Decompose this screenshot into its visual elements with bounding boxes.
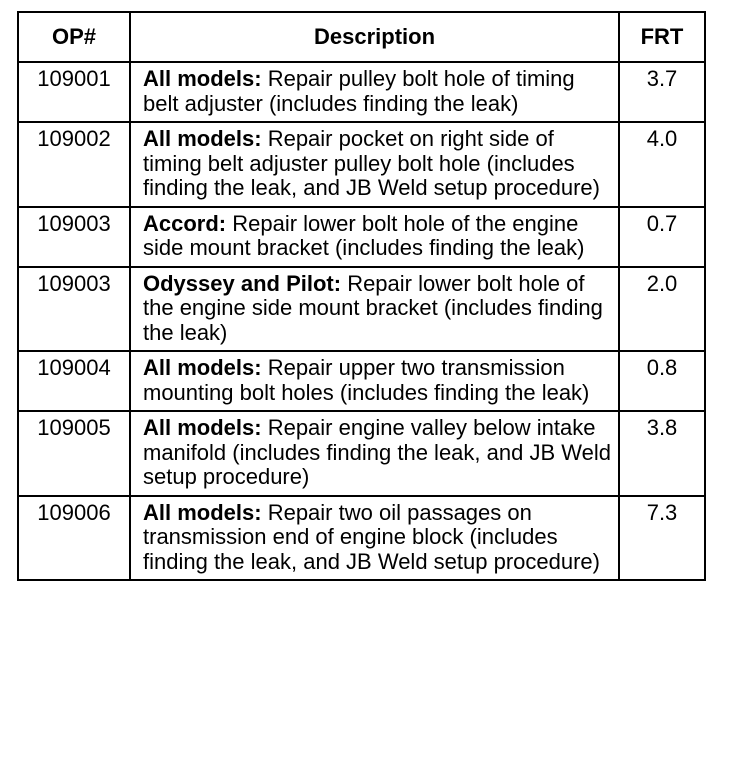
- description-cell: [130, 351, 619, 411]
- table-body: [18, 62, 705, 580]
- model-label: All models:: [143, 355, 262, 380]
- model-label: All models:: [143, 415, 262, 440]
- description-text: Repair two oil passages on transmission end of engine block (includes finding the leak, and JB Weld setup procedure): [143, 499, 600, 574]
- table-header: [18, 12, 705, 62]
- description-cell: [130, 122, 619, 207]
- frt-cell: 4.0: [619, 122, 705, 207]
- header-row: [18, 12, 705, 62]
- op-number-cell: 109004: [18, 351, 130, 411]
- op-number-header: OP#: [18, 12, 130, 62]
- op-number-cell: 109001: [18, 62, 130, 122]
- description-cell: [130, 496, 619, 581]
- model-label: All models:: [143, 66, 262, 91]
- description-text: Repair upper two transmission mounting bolt holes (includes finding the leak): [143, 355, 590, 405]
- description-header: Description: [130, 12, 619, 62]
- table-row: [18, 122, 705, 207]
- table-row: [18, 267, 705, 352]
- description-text: Repair engine valley below intake manifold (includes finding the leak, and JB Weld setup procedure): [143, 415, 611, 489]
- table-row: [18, 207, 705, 267]
- op-number-cell: 109006: [18, 496, 130, 581]
- model-label: All models:: [143, 499, 262, 525]
- frt-cell: 3.8: [619, 411, 705, 496]
- labor-operations-table: [17, 11, 706, 581]
- frt-cell: 0.7: [619, 207, 705, 267]
- description-text: Repair lower bolt hole of the engine side mount bracket (includes finding the leak): [143, 270, 603, 345]
- description-cell: [130, 207, 619, 267]
- table-row: [18, 62, 705, 122]
- model-label: All models:: [143, 126, 262, 151]
- model-label: Odyssey and Pilot:: [143, 270, 342, 296]
- table-row: [18, 411, 705, 496]
- frt-cell: 0.8: [619, 351, 705, 411]
- table-row: [18, 351, 705, 411]
- description-text: Repair lower bolt hole of the engine side mount bracket (includes finding the leak): [143, 210, 585, 260]
- description-cell: [130, 62, 619, 122]
- op-number-cell: 109003: [18, 207, 130, 267]
- description-text: Repair pocket on right side of timing belt adjuster pulley bolt hole (includes finding the leak, and JB Weld setup procedure): [143, 126, 600, 200]
- description-cell: [130, 411, 619, 496]
- op-number-cell: 109002: [18, 122, 130, 207]
- frt-cell: 7.3: [619, 496, 705, 581]
- description-text: Repair pulley bolt hole of timing belt adjuster (includes finding the leak): [143, 66, 575, 116]
- op-number-cell: 109003: [18, 267, 130, 352]
- table-row: [18, 496, 705, 581]
- model-label: Accord:: [143, 210, 227, 236]
- description-cell: [130, 267, 619, 352]
- frt-header: FRT: [619, 12, 705, 62]
- frt-cell: 2.0: [619, 267, 705, 352]
- frt-cell: 3.7: [619, 62, 705, 122]
- op-number-cell: 109005: [18, 411, 130, 496]
